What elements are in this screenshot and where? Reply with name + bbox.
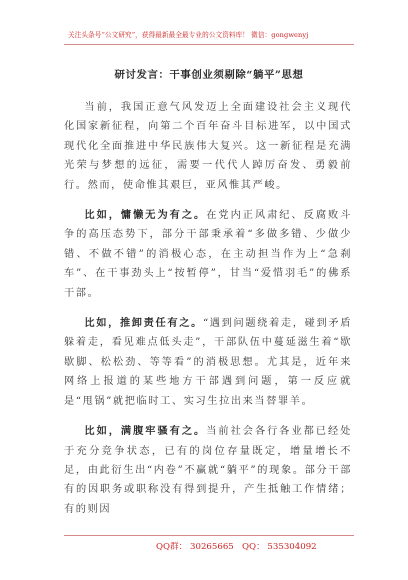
document-body [64,98,352,519]
paragraph-text: 在党内正风肃纪、反腐败斗争的高压态势下，部分干部秉承着“多做多错、少做少错、不做不错”的消极心态，在主动担当作为上“急刹车”、在干事劲头上“按暂停”，甘当“爱惜羽毛”的佛系干部。 [64,210,353,299]
header-promo-text: 关注头条号“公文研究”，获得最新最全最专业的公文资料库！ 微信：gongwenyj [68,31,309,39]
paragraph-lead: 比如，慵懒无为有之。 [84,209,207,222]
paragraph-lead: 比如，满腹牢骚有之。 [84,425,207,438]
document-title: 研讨发言：干事创业须剔除“躺平”思想 [114,69,304,81]
header-divider [64,44,354,45]
footer [64,535,354,555]
paragraph-blame [64,314,352,411]
paragraph-text: 当前，我国正意气风发迈上全面建设社会主义现代化国家新征程，向第二个百年奋斗目标进军，以中国式现代化全面推进中华民族伟大复兴。这一新征程是充满光荣与梦想的远征，需要一代代人踔厉奋发、勇毅前行。然而，使命惟其艰巨，亚风惟其严峻。 [64,102,352,191]
footer-qq-group: QQ群： 30265665 [156,542,234,552]
paragraph-intro [64,98,352,195]
paragraph-complaint [64,422,352,519]
footer-qq-number: QQ： 535304092 [242,542,317,552]
paragraph-lead: 比如，推卸责任有之。 [84,317,203,330]
footer-divider [64,535,354,536]
paragraph-slack [64,206,352,303]
paragraph-text: 当前社会各行各业都已经处于充分竞争状态，已有的岗位存量既定，增量增长不足，由此衍生出“内卷”不赢就“躺平”的现象。部分干部有的因职务或职称没有得到提升，产生抵触工作情绪；有的则因 [64,426,353,515]
paragraph-text: “遇到问题绕着走，碰到矛盾躲着走，看见难点低头走”，干部队伍中蔓延滋生着“歇歇脚、松松劲、等等看”的消极思想。尤其是，近年来网络上报道的某些地方干部遇到问题，第一反应就是“甩锅”就把临时工、实习生拉出来当替罪羊。 [64,318,352,407]
